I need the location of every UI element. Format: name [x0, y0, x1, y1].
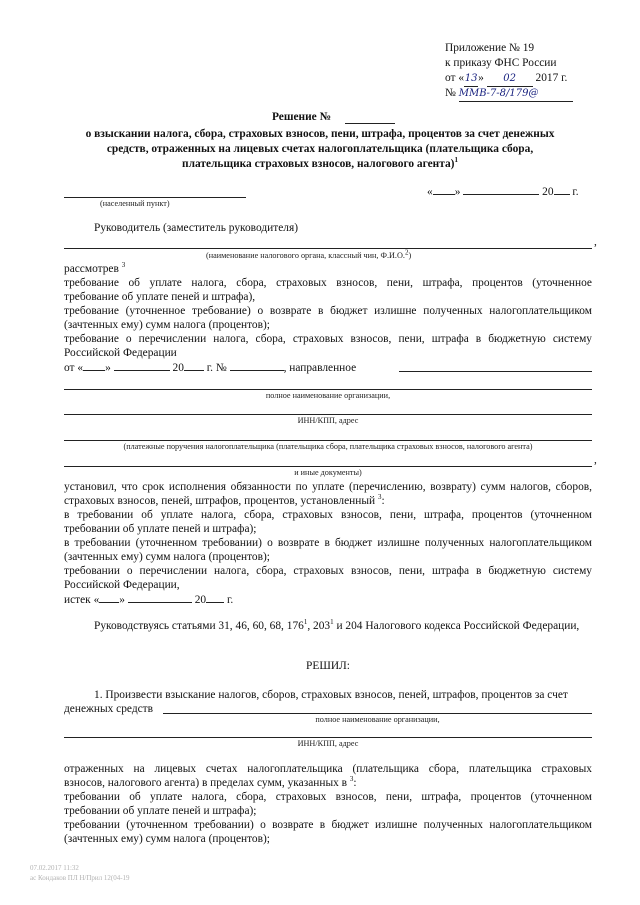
point1-line-5: требовании об уплате налога, сбора, страховых взносов, пени, штрафа, процентов (уточненном: [64, 791, 592, 803]
decision-title: Решение №: [272, 111, 332, 123]
expired-date: истек « » 20 г.: [64, 594, 234, 606]
head-comma: ,: [594, 236, 597, 248]
point1-line-7: требовании (уточненном требовании) о возврате в бюджет излишне полученных налогоплательщиком: [64, 819, 592, 831]
print-stamp-line-2: ас Кондаков ПЛ Н/Прил 12(04-19: [30, 874, 130, 882]
point1-inn-caption: ИНН/КПП, адрес: [297, 739, 359, 748]
point1-org-field[interactable]: [163, 713, 592, 714]
place-field[interactable]: [64, 197, 246, 198]
established-line-8: Российской Федерации,: [64, 579, 180, 591]
payment-orders-field[interactable]: [64, 440, 592, 441]
point1-line-2: денежных средств: [64, 703, 154, 715]
point1-line-4: взносов, налогового агента) в пределах сумм, указанных в $^3$:: [64, 775, 357, 789]
established-line-5: в требовании (уточненном требовании) о возврате в бюджет излишне полученных налогоплательщиком: [64, 537, 592, 549]
established-line-6: (зачтенных ему) сумм налога (процентов);: [64, 551, 270, 563]
point1-line-3: отраженных на лицевых счетах налогоплательщика (плательщика сбора, плательщика страховых: [64, 763, 592, 775]
appendix-order: к приказу ФНС России: [445, 57, 557, 69]
considered-line-5: требование о перечислении налога, сбора, страховых взносов, пени, штрафа в бюджетную систему: [64, 333, 592, 345]
considered-word: рассмотрев $^3$: [64, 261, 126, 275]
considered-line-2: требование об уплате пеней и штрафа),: [64, 291, 256, 303]
legal-basis: Руководствуясь статьями 31, 46, 60, 68, $176^1$, $203^1$ и 204 Налогового кодекса Российской Федерации,: [94, 618, 580, 632]
established-line-3: в требовании об уплате налога, сбора, страховых взносов, пени, штрафа, процентов (уточненном: [64, 509, 592, 521]
other-comma: ,: [594, 454, 597, 466]
point1-line-8: (зачтенных ему) сумм налога (процентов);: [64, 833, 270, 845]
tax-authority-field[interactable]: [64, 248, 592, 249]
sent-to-field[interactable]: [399, 371, 592, 372]
inn-caption: ИНН/КПП, адрес: [297, 416, 359, 425]
other-caption: и иные документы): [294, 468, 362, 477]
org-caption: полное наименование организации,: [265, 391, 391, 400]
appendix-number: Приложение № 19: [445, 42, 535, 54]
title-line-2: средств, отраженных на лицевых счетах налогоплательщика (плательщика сбора,: [106, 143, 534, 155]
established-line-4: требовании об уплате пеней и штрафа);: [64, 523, 257, 535]
considered-line-4: (зачтенных ему) сумм налога (процентов);: [64, 319, 270, 331]
print-stamp-line-1: 07.02.2017 11:32: [30, 864, 79, 872]
established-line-2: страховых взносов, пеней, штрафов, процентов, установленный $^3$:: [64, 493, 385, 507]
considered-line-6: Российской Федерации: [64, 347, 177, 359]
considered-line-3: требование (уточненное требование) о возврате в бюджет излишне полученных налогоплательщиком: [64, 305, 592, 317]
considered-from: от « » 20 г. № , направленное: [64, 362, 357, 374]
decided-heading: РЕШИЛ:: [306, 660, 350, 672]
established-line-1: установил, что срок исполнения обязанности по уплате (перечислению, возврату) сумм налогов, сборов,: [64, 481, 592, 493]
head-caption: (наименование налогового органа, классный чин, Ф.И.О.$^2$): [206, 248, 412, 260]
place-caption: (населенный пункт): [100, 199, 170, 208]
title-line-1: о взыскании налога, сбора, страховых взносов, пени, штрафа, процентов за счет денежных: [85, 128, 555, 140]
point1-line-6: требовании об уплате пеней и штрафа);: [64, 805, 257, 817]
payment-caption: (платежные поручения налогоплательщика (плательщика сбора, плательщика страховых взносов, налогового агента): [123, 442, 533, 451]
org-name-field[interactable]: [64, 389, 592, 390]
point1-line-1: 1. Произвести взыскание налогов, сборов, страховых взносов, пеней, штрафов, процентов за счет: [94, 689, 568, 701]
point1-inn-field[interactable]: [64, 737, 592, 738]
established-line-7: требовании о перечислении налога, сбора, страховых взносов, пени, штрафа в бюджетную систему: [64, 565, 592, 577]
considered-line-1: требование об уплате налога, сбора, страховых взносов, пени, штрафа, процентов (уточненное: [64, 277, 592, 289]
inn-address-field[interactable]: [64, 414, 592, 415]
title-line-3: плательщика страховых взносов, налогового агента)$^1$: [182, 156, 458, 170]
appendix-date: от «13» 02 2017 г.: [445, 71, 567, 87]
place-date: « » 20 г.: [427, 186, 579, 198]
point1-org-caption: полное наименование организации,: [315, 715, 440, 724]
decision-number-field[interactable]: [345, 123, 395, 124]
head-label: Руководитель (заместитель руководителя): [94, 222, 298, 234]
appendix-order-number: № ММВ-7-8/179@: [445, 86, 573, 102]
other-documents-field[interactable]: [64, 466, 592, 467]
